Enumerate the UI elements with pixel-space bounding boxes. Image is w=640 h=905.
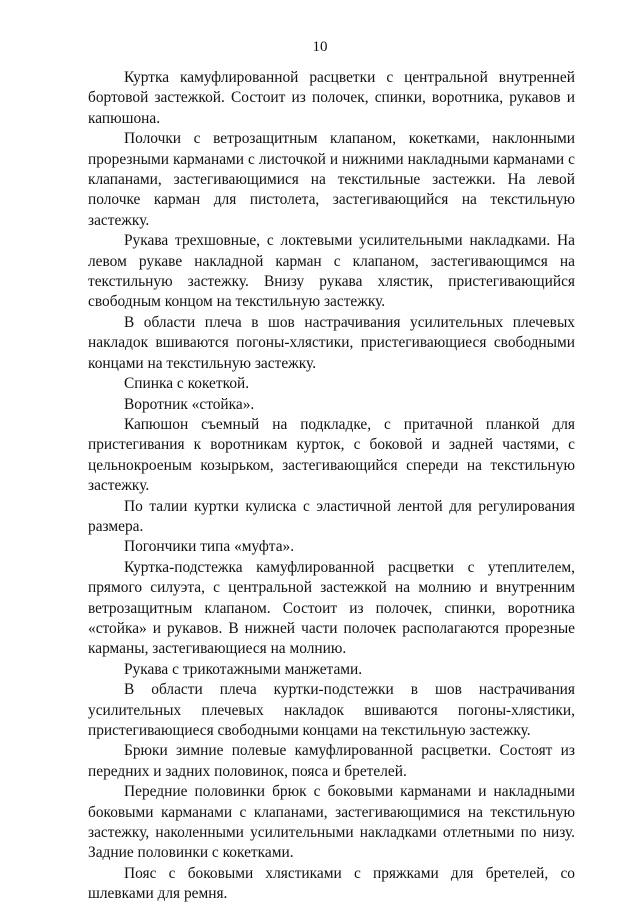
paragraph-collar: Воротник «стойка». [124, 395, 255, 413]
paragraph-trouser-fronts: Передние половинки брюк с боковыми карманами и накладными боковыми карманами с клапанами, застегивающимися на текстильную застежку, наколенными усилительными накладками отлетными по низу. Задние половинки с кокетками. [88, 783, 575, 862]
paragraph-liner-sleeves: Рукава с трикотажными манжетами. [124, 660, 363, 678]
paragraph-liner-shoulder-straps: В области плеча куртки-подстежки в шов настрачивания усилительных плечевых накладок вшиваются погоны-хлястики, пристегивающиеся свободными концами на текстильную застежку. [88, 681, 575, 739]
paragraph-jacket: Куртка камуфлированной расцветки с центральной внутренней бортовой застежкой. Состоит из полочек, спинки, воротника, рукавов и капюшона. [88, 69, 575, 127]
paragraph-trousers: Брюки зимние полевые камуфлированной расцветки. Состоят из передних и задних половинок, пояса и бретелей. [88, 742, 575, 780]
paragraph-front-panels: Полочки с ветрозащитным клапаном, кокетками, наклонными прорезными карманами с листочкой и нижними накладными карманами с клапанами, застегивающимися на текстильные застежки. На левой полочке карман для пистолета, застегивающийся на текстильную застежку. [88, 130, 575, 229]
paragraph-belt: Пояс с боковыми хлястиками с пряжками для бретелей, со шлевками для ремня. [88, 864, 575, 903]
body-text [88, 68, 575, 905]
paragraph-epaulettes: Погончики типа «муфта». [124, 538, 295, 556]
paragraph-shoulder-straps: В области плеча в шов настрачивания усилительных плечевых накладок вшиваются погоны-хлястики, пристегивающиеся свободными концами на текстильную застежку. [88, 313, 575, 372]
paragraph-waist: По талии куртки кулиска с эластичной лентой для регулирования размера. [88, 497, 575, 535]
paragraph-hood: Капюшон съемный на подкладке, с притачной планкой для пристегивания к воротникам курток, с боковой и задней частями, с цельнокроеным козырьком, застегивающийся спереди на текстильную застежку. [88, 415, 575, 495]
page-number: 10 [312, 39, 328, 55]
paragraph-back: Спинка с кокеткой. [124, 375, 250, 393]
paragraph-sleeves: Рукава трехшовные, с локтевыми усилительными накладками. На левом рукаве накладной карман с клапаном, застегивающимся на текстильную застежку. Внизу рукава хлястик, пристегивающийся свободным концом на текстильную застежку. [88, 232, 575, 311]
paragraph-liner-jacket: Куртка-подстежка камуфлированной расцветки с утеплителем, прямого силуэта, с центральной застежкой на молнию и внутренним ветрозащитным клапаном. Состоит из полочек, спинки, воротника «стойка» и рукавов. В нижней части полочек располагаются прорезные карманы, застегивающиеся на молнию. [88, 558, 575, 658]
